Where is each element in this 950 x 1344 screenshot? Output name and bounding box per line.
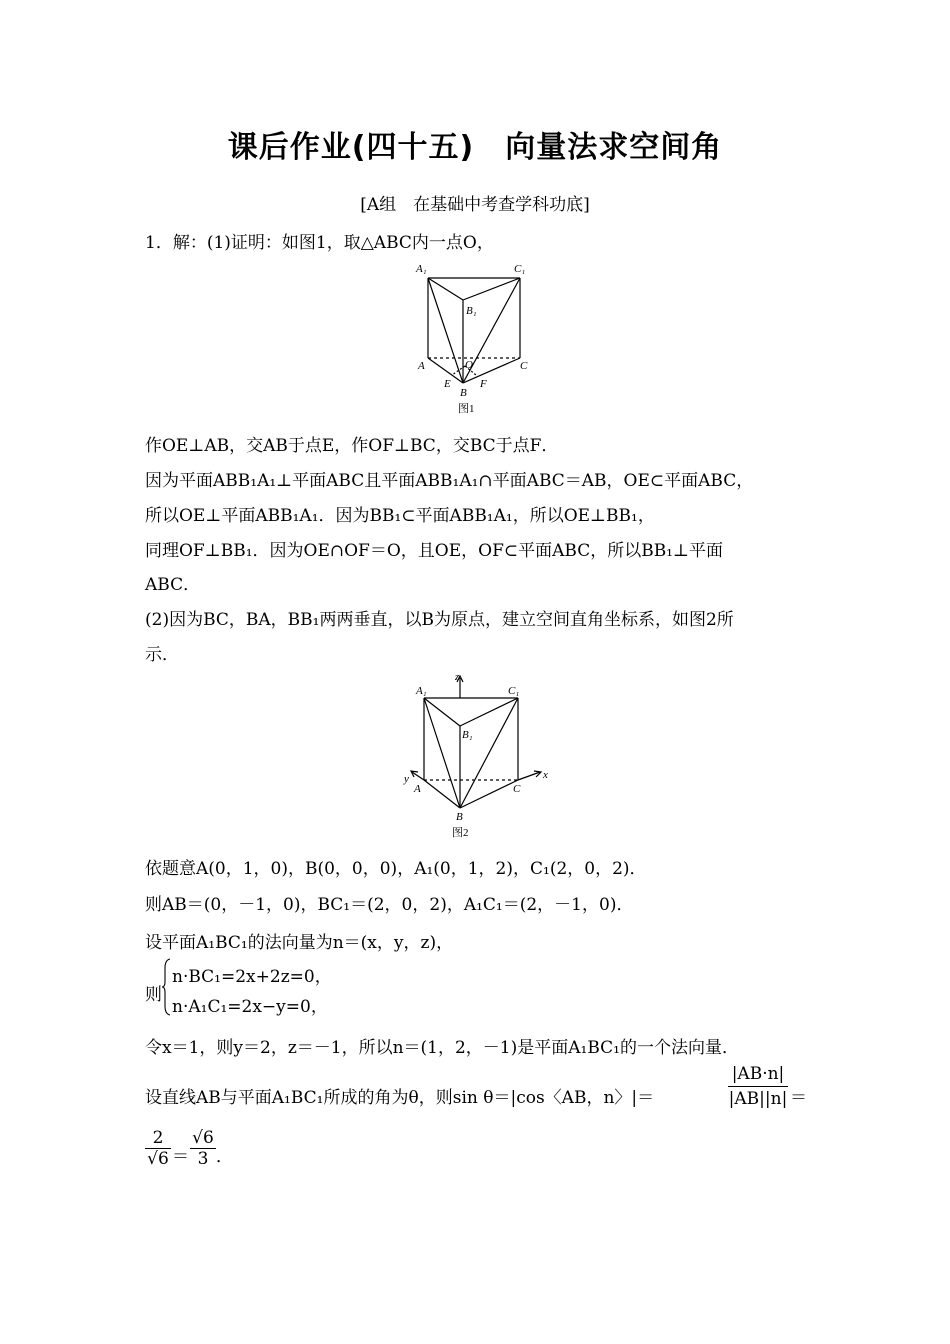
text-line-1: 1．解：(1)证明：如图1，取△ABC内一点O， xyxy=(145,233,494,253)
fraction-2-denominator: √6 xyxy=(147,1149,169,1169)
figure-1-caption: 图1 xyxy=(458,403,475,415)
equals-sign-1: ＝ xyxy=(790,1088,807,1108)
text-line-7: (2)因为BC，BA，BB₁两两垂直，以B为原点，建立空间直角坐标系，如图2所 xyxy=(145,610,734,630)
text-line-8: 示． xyxy=(145,645,179,665)
fig1-label-f: F xyxy=(480,378,487,390)
fig2-label-a1: A₁ xyxy=(416,685,427,697)
fraction-3-numerator: √6 xyxy=(190,1128,216,1149)
fig1-label-e: E xyxy=(444,378,451,390)
final-period: ． xyxy=(216,1147,233,1167)
equation-line-2: n·A₁C₁=2x−y=0， xyxy=(172,997,328,1017)
fig1-label-a1: A₁ xyxy=(416,263,427,275)
fig1-label-c1: C₁ xyxy=(514,263,526,275)
text-line-2: 作OE⊥AB，交AB于点E，作OF⊥BC，交BC于点F． xyxy=(145,436,559,456)
text-line-6: ABC． xyxy=(145,575,201,595)
fig1-label-c: C xyxy=(520,360,528,372)
figure-2 xyxy=(400,668,555,844)
equals-sign-2: ＝ xyxy=(172,1147,189,1167)
fig2-label-b1: B₁ xyxy=(462,729,473,741)
fig2-label-z: z xyxy=(455,671,460,683)
text-line-10: 则AB＝(0，－1，0)，BC₁＝(2，0，2)，A₁C₁＝(2，－1，0)． xyxy=(145,895,634,915)
fig2-label-c1: C₁ xyxy=(508,685,520,697)
text-line-11: 设平面A₁BC₁的法向量为n＝(x，y，z)， xyxy=(145,933,454,953)
text-line-9: 依题意A(0，1，0)，B(0，0，0)，A₁(0，1，2)，C₁(2，0，2)． xyxy=(145,859,647,879)
fig1-label-b: B xyxy=(460,387,467,399)
fig2-label-a: A xyxy=(414,783,421,795)
figure-1 xyxy=(410,258,540,418)
fig1-label-a: A xyxy=(418,360,425,372)
fraction-2 xyxy=(145,1128,171,1169)
text-line-5: 同理OF⊥BB₁．因为OE∩OF＝O，且OE，OF⊂平面ABC，所以BB₁⊥平面 xyxy=(145,541,723,561)
text-line-13: 令x＝1，则y＝2，z＝－1，所以n＝(1，2，－1)是平面A₁BC₁的一个法向量． xyxy=(145,1038,739,1058)
fig2-label-y: y xyxy=(404,773,409,785)
fraction-3-denominator: 3 xyxy=(197,1149,209,1169)
fraction-1 xyxy=(728,1064,788,1109)
equation-line-1: n·BC₁=2x+2z=0， xyxy=(172,967,332,987)
fig2-label-c: C xyxy=(513,783,521,795)
fraction-3 xyxy=(190,1128,216,1169)
fig2-label-b: B xyxy=(456,811,463,823)
brace-prefix: 则 xyxy=(145,985,162,1005)
section-subtitle: [A组 在基础中考查学科功底] xyxy=(360,195,590,215)
fraction-1-denominator: |AB||n| xyxy=(728,1089,788,1109)
text-line-14: 设直线AB与平面A₁BC₁所成的角为θ，则sin θ＝|cos〈AB，n〉|＝ xyxy=(145,1088,655,1108)
page-title: 课后作业(四十五) 向量法求空间角 xyxy=(227,130,723,165)
fig1-label-b1: B₁ xyxy=(466,305,477,317)
fig2-label-x: x xyxy=(543,769,548,781)
fig1-label-o: O xyxy=(465,359,473,371)
text-line-4: 所以OE⊥平面ABB₁A₁．因为BB₁⊂平面ABB₁A₁，所以OE⊥BB₁， xyxy=(145,506,655,526)
fraction-2-numerator: 2 xyxy=(145,1128,171,1149)
fraction-1-numerator: |AB·n| xyxy=(728,1064,788,1087)
figure-2-caption: 图2 xyxy=(452,827,469,839)
left-brace-icon xyxy=(162,958,172,1016)
text-line-3: 因为平面ABB₁A₁⊥平面ABC且平面ABB₁A₁∩平面ABC＝AB，OE⊂平面ABC， xyxy=(145,471,754,491)
